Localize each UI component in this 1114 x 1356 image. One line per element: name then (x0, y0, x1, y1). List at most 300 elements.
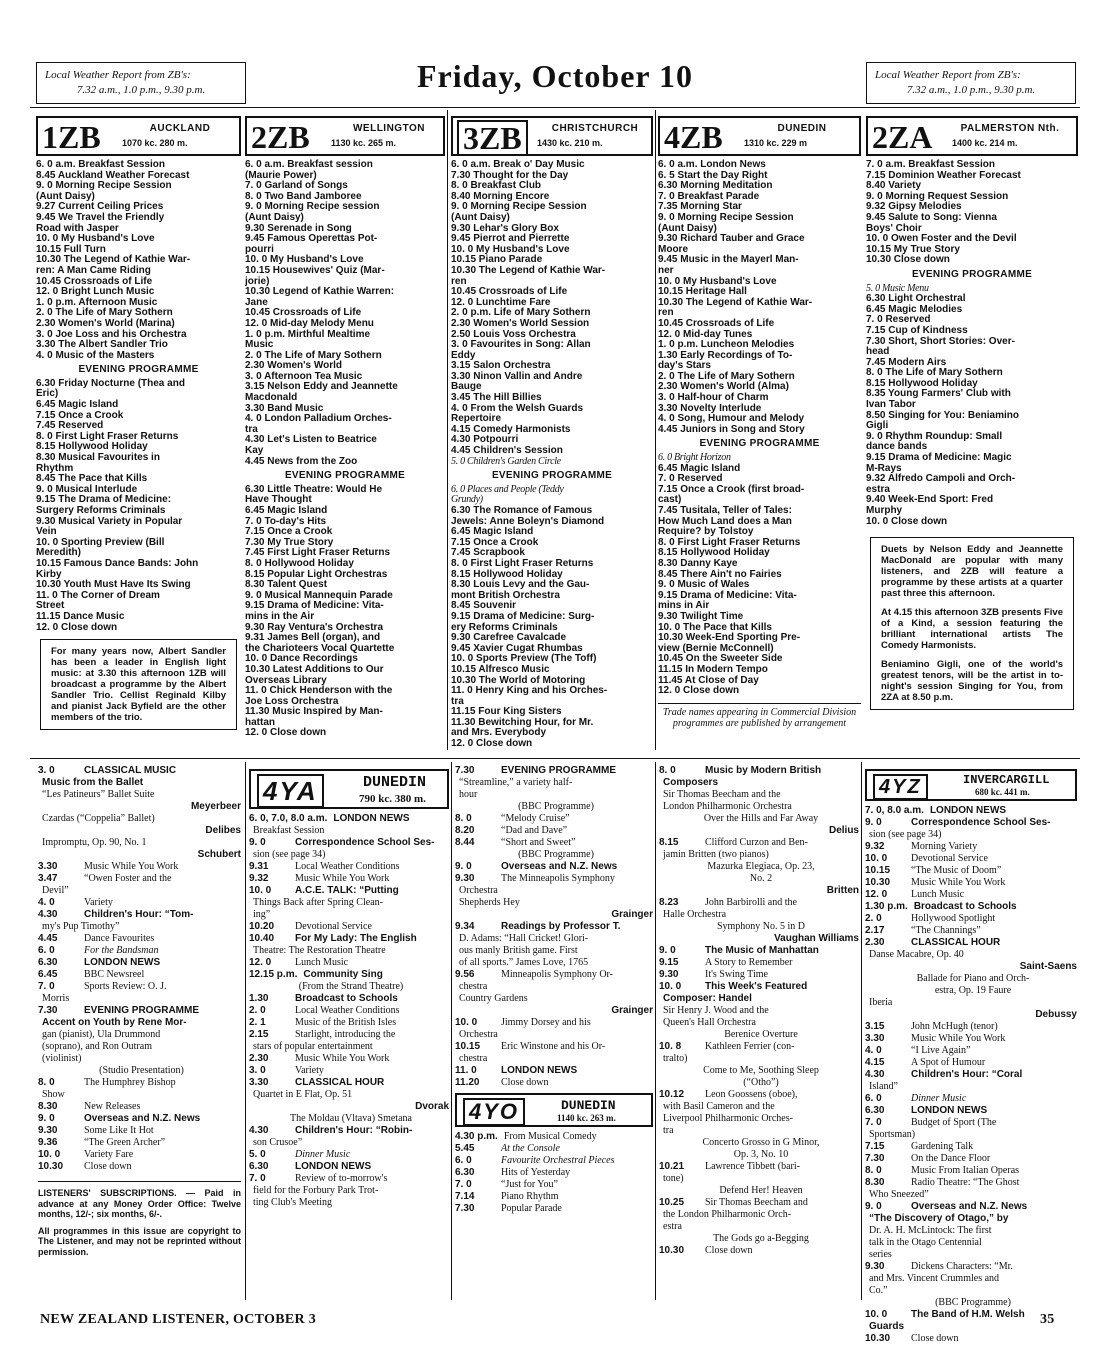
schedule-title: Leon Goossens (oboe), (705, 1089, 798, 1100)
schedule-entry: 7.15 Cup of Kindness (866, 324, 968, 336)
schedule-row (659, 897, 859, 909)
schedule-time: 3. 0 (38, 765, 55, 776)
column-rule (245, 762, 246, 1300)
schedule-title: Kathleen Ferrier (con- (705, 1041, 795, 1052)
schedule-entry: Macdonald (245, 392, 298, 404)
schedule-row (659, 1041, 859, 1053)
schedule-row: (violinist) (42, 1053, 82, 1064)
schedule-time: 3. 0 (249, 1065, 266, 1076)
schedule-row (38, 909, 241, 921)
schedule-entry: 9.45 Salute to Song: Vienna (866, 211, 997, 223)
schedule-title: Radio Theatre: “The Ghost (911, 1177, 1020, 1188)
schedule-row: stars of popular entertainment (253, 1041, 373, 1052)
schedule-row: field for the Forbury Park Trot- (253, 1185, 379, 1196)
schedule-entry: 10. 0 Sporting Preview (Bill (36, 536, 165, 548)
schedule-title: Dinner Music (911, 1093, 967, 1104)
schedule-entry: 11.30 Music Inspired by Man- (245, 706, 383, 718)
schedule-title: CLASSICAL MUSIC (84, 765, 177, 776)
schedule-entry: Joe Loss Orchestra (245, 695, 339, 707)
schedule-entry: 9.45 Pierrot and Pierrette (451, 233, 570, 245)
schedule-row (455, 969, 653, 981)
schedule-time: 10. 0 (455, 1017, 478, 1028)
schedule-entry: head (866, 346, 890, 358)
schedule-time: 7. 0 (38, 981, 55, 992)
schedule-time: 9. 0 (38, 1113, 55, 1124)
schedule-title: “The Green Archer” (84, 1137, 166, 1148)
schedule-time: 3.15 (865, 1021, 885, 1032)
schedule-row (865, 1033, 1077, 1045)
schedule-title: Review of to-morrow's (295, 1173, 388, 1184)
schedule-entry: 7. 0 Garland of Songs (245, 180, 348, 192)
schedule-time: 9.30 (455, 873, 475, 884)
weather-report-left (36, 62, 246, 104)
schedule-time: 4.30 p.m. (455, 1131, 498, 1142)
schedule-entry: 12. 0 Close down (658, 685, 740, 697)
station-call-sign: 2ZB (251, 119, 310, 155)
schedule-entry: 11. 0 The Corner of Dream (36, 589, 160, 601)
schedule-time: 3.30 (249, 1077, 269, 1088)
schedule-row (455, 825, 653, 837)
schedule-entry: hattan (245, 716, 275, 728)
schedule-row: (soprano), and Ron Outram (42, 1041, 152, 1052)
schedule-title: Broadcast to Schools (913, 901, 1017, 912)
schedule-entry: 7. 0 Reserved (658, 473, 723, 485)
schedule-title: Piano Rhythm (501, 1191, 559, 1202)
schedule-entry: Bauge (451, 381, 482, 393)
schedule-entry: 10. 0 My Husband's Love (658, 275, 777, 287)
schedule-row (38, 933, 241, 945)
schedule-entry: 10.30 The Legend of Kathie War- (658, 296, 813, 308)
schedule-entry: 9.45 Famous Operettas Pot- (245, 233, 378, 245)
schedule-time: 7. 0 (865, 1117, 882, 1128)
schedule-title: Dinner Music (295, 1149, 351, 1160)
schedule-entry: 2. 0 The Life of Mary Sothern (658, 370, 795, 382)
schedule-row (249, 933, 449, 945)
schedule-entry: 10.45 Crossroads of Life (658, 317, 775, 329)
schedule-row (865, 925, 1077, 937)
schedule-entry: 8. 0 Breakfast Club (451, 180, 542, 192)
evening-programme-heading: EVENING PROGRAMME (699, 438, 820, 450)
schedule-entry: 2.30 Women's World (245, 360, 343, 372)
schedule-row: Orchestra (459, 885, 498, 896)
schedule-row (249, 885, 449, 897)
station-city: DUNEDIN (561, 1098, 616, 1113)
schedule-row: ing” (253, 909, 271, 920)
schedule-time: 3.47 (38, 873, 58, 884)
station-column-2za (866, 116, 1078, 756)
schedule-row (38, 1149, 241, 1161)
schedule-time: 7.30 (455, 765, 475, 776)
schedule-row: (From the Strand Theatre) (298, 981, 404, 992)
schedule-entry: 3.30 The Albert Sandler Trio (36, 339, 168, 351)
schedule-entry: 9.30 Musical Variety in Popular (36, 515, 183, 527)
schedule-title: Music While You Work (84, 861, 179, 872)
schedule-row (249, 1065, 449, 1077)
schedule-title: EVENING PROGRAMME (84, 1005, 200, 1016)
schedule-time: 4.45 (38, 933, 58, 944)
schedule-time: 9.34 (455, 921, 475, 932)
schedule-row (455, 1191, 653, 1203)
station-frequency: 680 kc. 441 m. (975, 787, 1030, 797)
schedule-entry: 10.30 Legend of Kathie Warren: (245, 286, 395, 298)
schedule-row (865, 1141, 1077, 1153)
schedule-row: “Streamline,” a variety half- (459, 777, 573, 788)
schedule-row (38, 945, 241, 957)
schedule-time: 8.15 (659, 837, 679, 848)
schedule-title: Clifford Curzon and Ben- (705, 837, 808, 848)
schedule-row (865, 1165, 1077, 1177)
schedule-row: The Moldau (Vltava) Smetana (290, 1113, 412, 1124)
schedule-row (865, 901, 1077, 913)
schedule-time: 8.30 (865, 1177, 885, 1188)
schedule-entry: 7. 0 Reserved (866, 314, 931, 326)
schedule-title: “Owen Foster and the (84, 873, 172, 884)
schedule-row (865, 877, 1077, 889)
schedule-row (455, 765, 653, 777)
schedule-row: (Studio Presentation) (99, 1065, 184, 1076)
schedule-row: Grainger (611, 909, 653, 920)
schedule-entry: 7.15 Once a Crook (245, 526, 333, 538)
schedule-row: estra (663, 1221, 682, 1232)
schedule-title: LONDON NEWS (295, 1161, 372, 1172)
schedule-entry: 2.30 Women's World (Alma) (658, 381, 789, 393)
schedule-entry: 6. 0 a.m. Breakfast session (245, 159, 373, 170)
lower-column-2 (249, 765, 449, 1305)
schedule-title: Local Weather Conditions (295, 861, 400, 872)
schedule-row: the London Philharmonic Orch- (663, 1209, 792, 1220)
schedule-row: (BBC Programme) (935, 1297, 1011, 1308)
schedule-entry: 7.45 Tusitala, Teller of Tales: (658, 505, 792, 516)
schedule-title: At the Console (501, 1143, 560, 1154)
schedule-title: Correspondence School Ses- (911, 817, 1051, 828)
schedule-time: 6.45 (38, 969, 58, 980)
schedule-entry: 8.15 Hollywood Holiday (36, 441, 148, 453)
schedule-time: 4. 0 (865, 1045, 882, 1056)
schedule-entry: Grundy) (451, 494, 483, 506)
schedule-entry: 10.30 Week-End Sporting Pre- (658, 632, 801, 644)
schedule-time: 10.30 (865, 877, 891, 888)
schedule-title: For the Bandsman (84, 945, 159, 956)
schedule-title: Children's Hour: “Coral (911, 1069, 1023, 1080)
schedule-time: 9.32 (865, 841, 885, 852)
schedule-time: 6. 0 (865, 1093, 882, 1104)
schedule-entry: Street (36, 600, 65, 612)
schedule-entry: Eric) (36, 388, 59, 400)
schedule-entry: (Maurie Power) (245, 169, 317, 181)
schedule-entry: 8.45 Auckland Weather Forecast (36, 169, 190, 181)
schedule-row: estra, Op. 19 Faure (934, 985, 1012, 996)
schedule-time: 10. 8 (659, 1041, 682, 1052)
schedule-time: 10.40 (249, 933, 275, 944)
schedule-entry: 10.30 Close down (866, 254, 950, 266)
schedule-time: 9.30 (659, 969, 679, 980)
schedule-entry: 6. 0 a.m. London News (658, 159, 766, 170)
schedule-entry: (Aunt Daisy) (245, 211, 304, 223)
schedule-entry: 9.15 Drama of Medicine: Surg- (451, 610, 595, 622)
schedule-entry: ren (658, 307, 674, 319)
schedule-entry: 9.30 Lehar's Glory Box (451, 222, 559, 234)
schedule-time: 1.30 (249, 993, 269, 1004)
schedule-entry: 3.30 Ninon Vallin and Andre (451, 370, 583, 382)
schedule-row: Composers (663, 777, 719, 788)
schedule-row: “Les Patineurs” Ballet Suite (42, 789, 155, 800)
lower-column-1 (38, 765, 241, 1305)
schedule-entry: 6.45 Magic Island (658, 462, 741, 474)
schedule-row: Sir Thomas Beecham and the (663, 789, 781, 800)
schedule-row (38, 765, 241, 777)
schedule-title: CLASSICAL HOUR (911, 937, 1001, 948)
schedule-row (865, 1177, 1077, 1189)
schedule-entry: 10. 0 Close down (866, 515, 948, 527)
schedule-time: 6.30 (38, 957, 58, 968)
schedule-title: “Dad and Dave” (501, 825, 568, 836)
schedule-time: 9.30 (38, 1125, 58, 1136)
station-header (658, 116, 861, 156)
schedule-time: 2.15 (249, 1029, 269, 1040)
schedule-title: “The Music of Doom” (911, 865, 1002, 876)
schedule-title: Correspondence School Ses- (295, 837, 435, 848)
schedule-entry: 9.45 Xavier Cugat Rhumbas (451, 642, 583, 654)
schedule-entry: Kay (245, 445, 264, 457)
schedule-entry: Kirby (36, 568, 62, 580)
schedule-list (866, 160, 1078, 527)
schedule-time: 9. 0 (455, 861, 472, 872)
schedule-title: LONDON NEWS (911, 1105, 988, 1116)
schedule-entry: 8.30 Musical Favourites in (36, 452, 160, 464)
schedule-title: For My Lady: The English (295, 933, 417, 944)
schedule-row: chestra (459, 981, 488, 992)
schedule-row: (“Otho”) (743, 1077, 779, 1088)
schedule-entry: Require? by Tolstoy (658, 526, 754, 538)
station-header-4ya (249, 769, 449, 809)
schedule-title: “Just for You” (501, 1179, 558, 1190)
schedule-row (455, 873, 653, 885)
schedule-entry: 8.35 Young Farmers' Club with (866, 388, 1011, 400)
schedule-title: LONDON NEWS (333, 813, 410, 824)
schedule-time: 7. 0 (455, 1179, 472, 1190)
schedule-row: Grainger (611, 1005, 653, 1016)
schedule-row (455, 861, 653, 873)
station-call-sign: 4ZB (664, 119, 723, 155)
schedule-entry: 6.30 Morning Meditation (658, 180, 773, 192)
schedule-title: Overseas and N.Z. News (84, 1113, 201, 1124)
schedule-row (455, 1041, 653, 1053)
schedule-title: “The Channings” (911, 925, 981, 936)
schedule-row (659, 765, 859, 777)
schedule-title: Overseas and N.Z. News (911, 1201, 1028, 1212)
schedule-title: Hollywood Spotlight (911, 913, 996, 924)
schedule-entry: jorie) (245, 275, 270, 287)
schedule-entry: 2.30 Women's World Session (451, 317, 590, 329)
schedule-entry: Surgery Reforms Criminals (36, 505, 166, 516)
evening-programme-heading: EVENING PROGRAMME (911, 268, 1033, 280)
schedule-entry: 11.30 Bewitching Hour, for Mr. (451, 716, 594, 728)
schedule-entry: 6.30 The Romance of Famous (451, 505, 593, 516)
schedule-row (455, 1077, 653, 1089)
column-rule (861, 762, 862, 1300)
weather-label: Local Weather Report from ZB's: (875, 69, 1021, 81)
schedule-row (865, 937, 1077, 949)
column-rule (655, 110, 656, 750)
schedule-time: 10.30 (38, 1161, 64, 1172)
station-call-sign: 4YA (257, 774, 324, 808)
schedule-time: 9.36 (38, 1137, 58, 1148)
schedule-entry: 1.30 Early Recordings of To- (658, 349, 793, 361)
schedule-entry: 3.30 Novelty Interlude (658, 402, 762, 414)
station-frequency: 1430 kc. 210 m. (537, 138, 603, 148)
schedule-row (249, 993, 449, 1005)
schedule-entry: ery Reforms Criminals (451, 621, 558, 633)
schedule-row (865, 841, 1077, 853)
schedule-entry: Jane (245, 296, 268, 308)
schedule-title: Minneapolis Symphony Or- (501, 969, 614, 980)
schedule-title: Devotional Service (911, 853, 988, 864)
schedule-entry: mont British Orchestra (451, 589, 560, 601)
schedule-row: Orchestra (459, 1029, 498, 1040)
lower-column-3 (455, 765, 653, 1305)
schedule-title: Close down (705, 1245, 753, 1256)
schedule-entry: 9.15 The Drama of Medicine: (36, 494, 172, 506)
schedule-time: 6. 0 (38, 945, 55, 956)
schedule-entry: 9.45 We Travel the Friendly (36, 211, 165, 223)
schedule-entry: 3.15 Salon Orchestra (451, 360, 551, 372)
schedule-title: EVENING PROGRAMME (501, 765, 617, 776)
schedule-entry: 3.15 Nelson Eddy and Jeannette (245, 381, 398, 393)
schedule-entry: How Much Land does a Man (658, 515, 792, 527)
schedule-entry: 2.30 Women's World (Marina) (36, 317, 175, 329)
schedule-row (249, 1125, 449, 1137)
schedule-time: 10. 0 (38, 1149, 61, 1160)
station-call-sign: 4YO (463, 1098, 525, 1126)
schedule-row (249, 1173, 449, 1185)
schedule-title: “Short and Sweet” (501, 837, 576, 848)
schedule-time: 10.21 (659, 1161, 685, 1172)
schedule-title: The Humphrey Bishop (84, 1077, 176, 1088)
schedule-entry: 9. 0 Morning Recipe session (245, 201, 380, 213)
schedule-row (249, 957, 449, 969)
schedule-row: hour (459, 789, 478, 800)
schedule-title: “Melody Cruise” (501, 813, 570, 824)
schedule-entry: Jewels: Anne Boleyn's Diamond (451, 515, 605, 527)
schedule-entry: 9. 0 Morning Recipe Session (451, 201, 587, 213)
trade-names-note: Trade names appearing in Commercial Division programmes are published by arrangement (662, 706, 857, 729)
schedule-row: son Crusoe” (253, 1137, 303, 1148)
station-column-3zb (451, 116, 653, 756)
station-column-2zb (245, 116, 445, 756)
schedule-entry: tra (245, 423, 258, 435)
schedule-row: tone) (663, 1173, 684, 1184)
subscriptions-note: LISTENERS' SUBSCRIPTIONS. — Paid in advance at any Money Order Office: Twelve months, 12/-; six months, 6/-. (38, 1188, 241, 1219)
schedule-entry: 4.45 Children's Session (451, 445, 563, 457)
schedule-title: Gardening Talk (911, 1141, 974, 1152)
schedule-entry: 8.15 Popular Light Orchestras (245, 568, 388, 580)
schedule-entry: 2.50 Louis Voss Orchestra (451, 328, 576, 340)
schedule-entry: 10.15 Famous Dance Bands: John (36, 557, 199, 569)
schedule-row (249, 1053, 449, 1065)
schedule-entry: 7. 0 To-day's Hits (245, 515, 327, 527)
schedule-entry: 11. 0 Chick Henderson with the (245, 685, 393, 697)
schedule-entry: 8.40 Variety (866, 180, 922, 192)
schedule-time: 8.23 (659, 897, 679, 908)
schedule-time: 4.15 (865, 1057, 885, 1068)
schedule-entry: 9.40 Week-End Sport: Fred (866, 494, 994, 506)
schedule-entry: (Aunt Daisy) (451, 211, 510, 223)
schedule-entry: 12. 0 Bright Lunch Music (36, 286, 155, 298)
schedule-title: Eric Winstone and his Or- (501, 1041, 606, 1052)
schedule-entry: 8.45 Souvenir (451, 600, 517, 612)
schedule-entry: day's Stars (658, 360, 711, 372)
schedule-entry: 9. 0 Musical Interlude (36, 483, 138, 495)
schedule-list (659, 765, 859, 1257)
schedule-entry: 8. 0 Two Band Jamboree (245, 190, 362, 202)
schedule-row: Delius (828, 825, 859, 836)
schedule-entry: 2. 0 The Life of Mary Sothern (245, 349, 382, 361)
schedule-row: No. 2 (749, 873, 773, 884)
schedule-title: Jimmy Dorsey and his (501, 1017, 591, 1028)
schedule-entry: 8.15 Hollywood Holiday (866, 377, 978, 389)
schedule-entry: 7.30 Thought for the Day (451, 169, 569, 181)
schedule-row: Devil” (42, 885, 69, 896)
schedule-entry: 9.15 Drama of Medicine: Magic (866, 452, 1012, 464)
schedule-time: 4.30 (249, 1125, 269, 1136)
schedule-entry: Music (245, 339, 274, 351)
station-city: CHRISTCHURCH (551, 123, 639, 134)
schedule-entry: 2. 0 p.m. Life of Mary Sothern (451, 307, 591, 319)
schedule-entry: 8.30 Talent Quest (245, 579, 328, 591)
schedule-entry: Meredith) (36, 547, 81, 559)
schedule-entry: 12. 0 Lunchtime Fare (451, 296, 551, 308)
schedule-row (38, 1137, 241, 1149)
schedule-entry: 10. 0 Sports Preview (The Toff) (451, 653, 597, 665)
schedule-row (659, 1197, 859, 1209)
schedule-time: 12. 0 (249, 957, 272, 968)
schedule-row (249, 873, 449, 885)
schedule-time: 6. 0, 7.0, 8.0 a.m. (249, 813, 328, 824)
schedule-row (865, 817, 1077, 829)
schedule-entry: 6.45 Magic Island (36, 399, 119, 411)
schedule-list (249, 813, 449, 1209)
schedule-entry: 6.30 Little Theatre: Would He (245, 483, 383, 495)
schedule-row (659, 957, 859, 969)
schedule-time: 12.15 p.m. (249, 969, 298, 980)
schedule-title: Close down (501, 1077, 549, 1088)
schedule-entry: 10. 0 My Husband's Love (245, 254, 364, 266)
schedule-title: “I Live Again” (911, 1045, 971, 1056)
station-frequency: 1070 kc. 280 m. (122, 138, 188, 148)
schedule-entry: 4. 0 Music of the Masters (36, 349, 155, 361)
schedule-time: 8. 0 (38, 1077, 55, 1088)
schedule-title: The Minneapolis Symphony (501, 873, 615, 884)
schedule-entry: 10.30 Latest Additions to Our (245, 663, 384, 675)
schedule-entry: 6. 0 a.m. Breakfast Session (36, 159, 165, 170)
schedule-entry: 4. 0 From the Welsh Guards (451, 402, 584, 414)
schedule-entry: 8.50 Singing for You: Beniamino (866, 409, 1019, 421)
schedule-time: 7.30 (865, 1153, 885, 1164)
schedule-row (865, 1153, 1077, 1165)
schedule-row: Theatre: The Restoration Theatre (253, 945, 386, 956)
schedule-row (659, 1245, 859, 1257)
station-frequency: 1400 kc. 214 m. (952, 138, 1018, 148)
schedule-entry: M-Rays (866, 462, 902, 474)
schedule-row (455, 1179, 653, 1191)
station-column-1zb (36, 116, 241, 756)
schedule-time: 9.32 (249, 873, 269, 884)
schedule-entry: 5. 0 Music Menu (866, 282, 929, 294)
schedule-time: 10.30 (865, 1333, 891, 1344)
schedule-row (659, 1089, 859, 1101)
schedule-title: Lunch Music (295, 957, 349, 968)
schedule-row: Show (42, 1089, 65, 1100)
